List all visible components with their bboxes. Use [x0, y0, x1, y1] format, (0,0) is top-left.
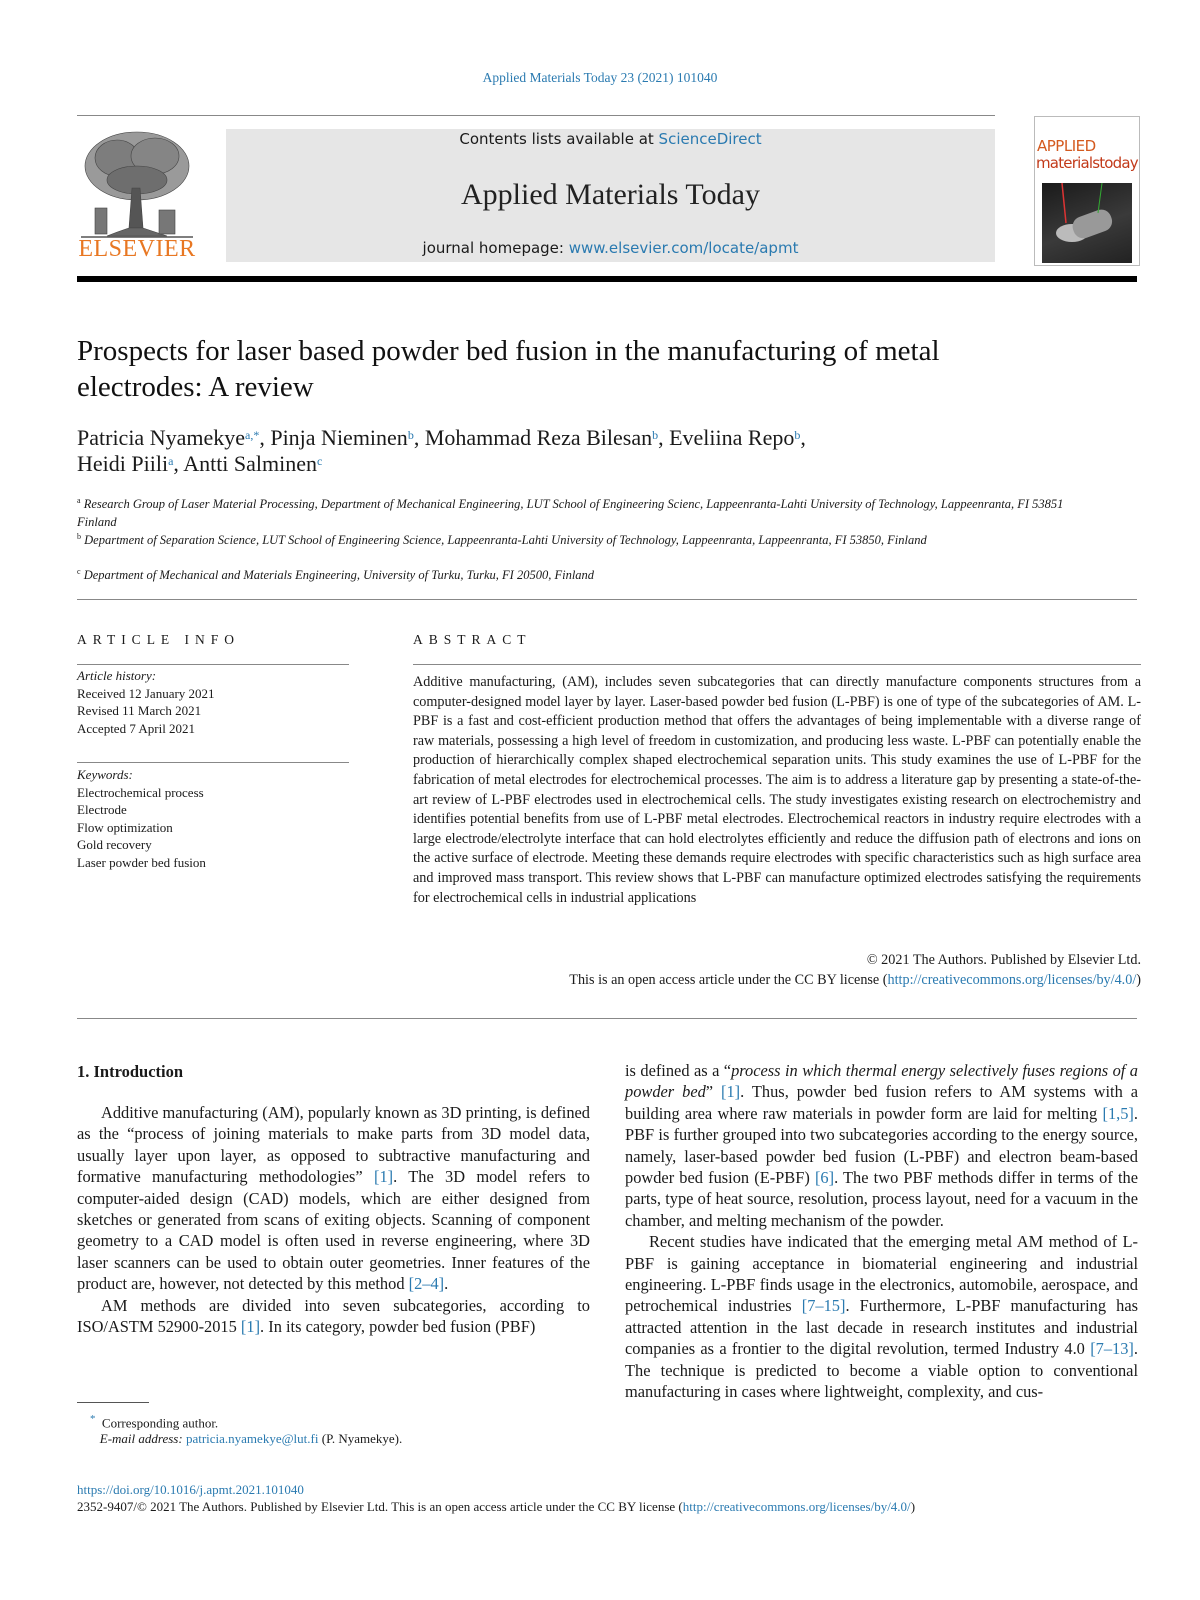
paragraph: Recent studies have indicated that the emerging metal AM method of L-PBF is gaining acceptance in biomaterial engineering and industrial engineering. L-PBF finds usage in the electronics, automobile, aerospace, and petrochemical industries [7–15]. Furthermore, L-PBF manufacturing has attracted attention in the last decade in research institutes and industrial companies as a frontier to the digital revolution, termed Industry 4.0 [7–13]. The technique is predicted to become a viable option to conventional manufacturing in cases where lightweight, complexity, and cus-: [625, 1232, 1138, 1402]
cover-title-line1: APPLIED: [1037, 137, 1096, 155]
abstract-license: This is an open access article under the CC BY license (http://creativecommons.org/licenses/by/4.0/): [569, 972, 1141, 988]
doi-link[interactable]: https://doi.org/10.1016/j.apmt.2021.101040: [77, 1482, 304, 1497]
homepage-line: [226, 239, 995, 257]
citation-link[interactable]: [7–13]: [1090, 1339, 1134, 1359]
author[interactable]: Antti Salminen$^c$: [183, 451, 323, 476]
received-date: Received 12 January 2021: [77, 685, 215, 701]
abstract-text: Additive manufacturing, (AM), includes seven subcategories that can directly manufacture components structures from a computer-designed model layer by layer. Laser-based powder bed fusion (L-PBF) is one of type of the subcategories of AM. L-PBF is a fast and cost-efficient production method that offers the advantages of being implementable with a diverse range of raw materials, possessing a high level of freedom in customization, and producing less waste. L-PBF can potentially enable the production of hierarchically complex shaped electrochemical separation units. This study examines the use of L-PBF for the fabrication of metal electrodes for electrochemical processes. The aim is to address a literature gap by presenting a state-of-the-art review of L-PBF electrodes used in electrochemical cells. The study investigates existing research on electrochemistry and identifies potential benefits from use of L-PBF metal electrodes. Electrochemical reactors in industry require electrodes with a large electrode/electrolyte interface that can hold electrolytes efficiently and reduce the diffusion path of electrons and ions on the active surface of electrode. Meeting these demands require electrodes with specific characteristics such as high surface area and improved mass transport. This review shows that L-PBF can manufacture optimized electrodes satisfying the requirements for electrochemical cells in industrial applications: [413, 674, 1141, 906]
header-thick-rule: [77, 276, 1137, 282]
abstract-bottom-rule: [77, 1018, 1137, 1019]
journal-title: Applied Materials Today: [461, 178, 760, 211]
keyword: Laser powder bed fusion: [77, 854, 206, 870]
keyword: Flow optimization: [77, 819, 173, 835]
elsevier-logo: [77, 128, 197, 264]
article-info-rule: [77, 664, 349, 665]
journal-cover: [1034, 116, 1140, 266]
contents-line: [226, 130, 995, 148]
article-info-heading: ARTICLE INFO: [77, 632, 241, 647]
right-column: [625, 1060, 1138, 1403]
journal-banner: [226, 129, 995, 262]
footer-license-link[interactable]: http://creativecommons.org/licenses/by/4.0/: [682, 1499, 911, 1514]
keyword: Gold recovery: [77, 837, 152, 852]
sciencedirect-link[interactable]: ScienceDirect: [658, 130, 762, 148]
footnote-mark: *: [90, 1413, 96, 1425]
cover-artwork-icon: [1042, 183, 1132, 263]
citation-link[interactable]: [1]: [240, 1317, 261, 1337]
abstract-heading: ABSTRACT: [413, 632, 532, 647]
section-heading-introduction: 1. Introduction: [77, 1062, 184, 1081]
header-rule: [77, 115, 995, 116]
cover-image: [1042, 183, 1132, 263]
author[interactable]: Eveliina Repo$^b$: [669, 425, 801, 450]
citation-link[interactable]: [6]: [814, 1168, 835, 1188]
accepted-date: Accepted 7 April 2021: [77, 720, 196, 736]
keywords-block: [77, 766, 349, 871]
citation-link[interactable]: [2–4]: [408, 1274, 445, 1294]
article-title: Prospects for laser based powder bed fusion in the manufacturing of metal electrodes: A review: [77, 335, 940, 403]
citation-link[interactable]: [1,5]: [1102, 1103, 1134, 1123]
footnote-corresponding: * Corresponding author.: [90, 1413, 219, 1431]
license-link[interactable]: http://creativecommons.org/licenses/by/4.0/: [887, 972, 1137, 988]
paragraph: AM methods are divided into seven subcategories, according to ISO/ASTM 52900-2015 [1]. In its category, powder bed fusion (PBF): [77, 1295, 590, 1337]
keyword: Electrochemical process: [77, 784, 204, 800]
paragraph: Additive manufacturing (AM), popularly known as 3D printing, is defined as the “process of joining materials to make parts from 3D model data, usually layer upon layer, as opposed to subtractive manufacturing and formative manufacturing methodologies” [1]. The 3D model refers to computer-aided design (CAD) models, which are either designed from sketches or generated from scans of exiting objects. Scanning of component geometry to a CAD model is often used in reverse engineering, where 3D laser scanners can be used to obtain outer geometries. Inner features of the product are, however, not detected by this method [2–4].: [77, 1103, 590, 1294]
affiliation: $^b$ Department of Separation Science, LUT School of Engineering Science, Lappeenranta-Lahti University of Technology, Lappeenranta, Lappeenranta, FI 53850, Finland: [77, 532, 927, 548]
abstract-rule: [413, 664, 1141, 665]
footnote-rule: [77, 1402, 149, 1403]
left-column: [77, 1102, 590, 1337]
cover-title-line2: materialstoday: [1036, 154, 1138, 172]
keyword: Electrode: [77, 802, 127, 817]
contents-prefix: Contents lists available at: [459, 130, 659, 148]
elsevier-wordmark: ELSEVIER: [78, 236, 196, 262]
footnote-email: E-mail address: patricia.nyamekye@lut.fi (P. Nyamekye).: [99, 1431, 403, 1446]
running-header[interactable]: Applied Materials Today 23 (2021) 101040: [482, 70, 718, 85]
affiliation: $^c$ Department of Mechanical and Materials Engineering, University of Turku, Turku, FI 20500, Finland: [77, 567, 595, 583]
author[interactable]: Pinja Nieminen$^b$: [270, 425, 414, 450]
article-history: [77, 667, 349, 737]
author[interactable]: Patricia Nyamekye$^{a,*}$: [77, 425, 260, 450]
revised-date: Revised 11 March 2021: [77, 703, 202, 718]
citation-link[interactable]: [1]: [721, 1082, 741, 1102]
homepage-link[interactable]: www.elsevier.com/locate/apmt: [568, 239, 799, 257]
homepage-prefix: journal homepage:: [422, 239, 569, 257]
abstract-copyright: © 2021 The Authors. Published by Elsevier Ltd.: [866, 952, 1141, 968]
author-list: Patricia Nyamekye$^{a,*}$, Pinja Nieminen$^b$, Mohammad Reza Bilesan$^b$, Eveliina Repo$^b$, Heidi Piili$^a$, Antti Salminen$^c$: [77, 425, 806, 476]
keywords-label: Keywords:: [77, 767, 133, 782]
author[interactable]: Heidi Piili$^a$: [77, 451, 174, 476]
affiliation: $^a$ Research Group of Laser Material Processing, Department of Mechanical Engineering, LUT School of Engineering Scienc, Lappeenranta-Lahti University of Technology, Lappeenranta, FI 53851 Finland: [77, 496, 1064, 529]
email-link[interactable]: patricia.nyamekye@lut.fi: [185, 1431, 319, 1446]
affiliations-rule: [77, 599, 1137, 600]
doi-line: [77, 1481, 1177, 1498]
paragraph: is defined as a “process in which thermal energy selectively fuses regions of a powder bed” [1]. Thus, powder bed fusion refers to AM systems with a building area where raw materials in powder form are laid for melting [1,5]. PBF is further grouped into two subcategories according to the energy source, namely, laser-based powder bed fusion (L-PBF) and electron beam-based powder bed fusion (E-PBF) [6]. The two PBF methods differ in terms of the parts, type of heat source, resolution, process layout, need for a vacuum in the chamber, and melting mechanism of the powder.: [625, 1061, 1139, 1230]
history-label: Article history:: [77, 668, 157, 683]
author[interactable]: Mohammad Reza Bilesan$^b$: [424, 425, 659, 450]
citation-link[interactable]: [7–15]: [801, 1296, 846, 1316]
issn-line: 2352-9407/© 2021 The Authors. Published by Elsevier Ltd. This is an open access article under the CC BY license (http://creativecommons.org/licenses/by/4.0/): [77, 1499, 916, 1514]
keywords-rule: [77, 762, 349, 763]
citation-link[interactable]: [1]: [374, 1167, 394, 1187]
